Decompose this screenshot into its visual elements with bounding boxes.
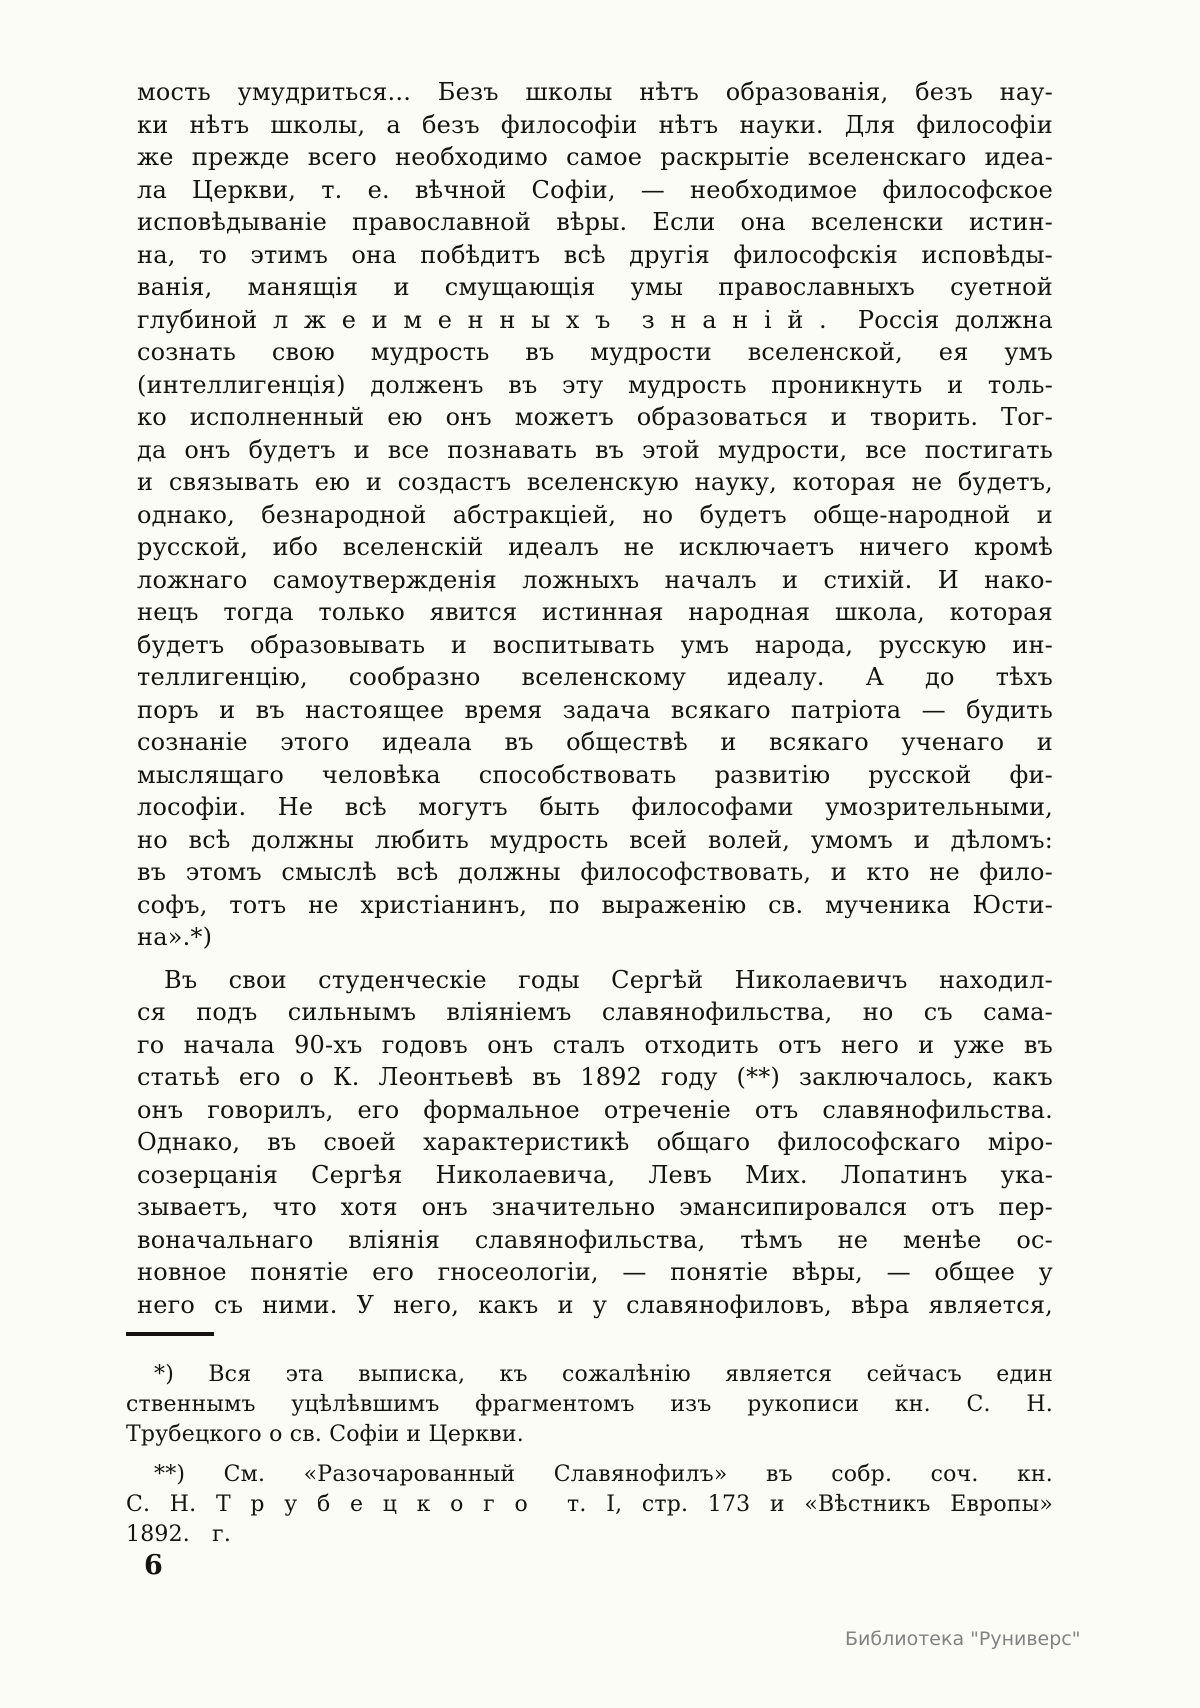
text-line: *) Вся эта выписка, къ сожалѣнію является сейчасъ един [154,1362,1053,1387]
paragraph-student-years [137,964,1053,1322]
text-line: созерцанія Сергѣя Николаевича, Левъ Мих. Лопатинъ ука- [137,1160,1053,1189]
main-text-block [137,76,1053,1321]
text-line: въ этомъ смыслѣ всѣ должны философствовать, и кто не фило- [137,858,1053,886]
text-line: ся подъ сильнымъ вліяніемъ славянофильства, но съ сама- [137,998,1053,1026]
page-number: 6 [144,1550,163,1581]
text-line: ки нѣтъ школы, а безъ философіи нѣтъ науки. Для философіи [137,110,1053,139]
text-line: нецъ тогда только явится истинная народная школа, которая [137,598,1053,626]
text-line: поръ и въ настоящее время задача всякаго патріота — будить [137,695,1053,724]
text-line: 1892. г. [126,1522,232,1547]
text-line: же прежде всего необходимо самое раскрытіе вселенскаго идеа- [137,143,1053,171]
footnote-double-asterisk [126,1460,1053,1550]
text-line: него съ ними. У него, какъ и у славянофиловъ, вѣра является, [137,1290,1053,1319]
text-line: ко исполненный ею онъ можетъ образоваться и творить. Тог- [137,403,1053,431]
text-line: го начала 90-хъ годовъ онъ сталъ отходить отъ него и уже въ [137,1030,1053,1059]
text-line: да онъ будетъ и все познавать въ этой мудрости, все постигать [137,435,1053,464]
text-line: теллигенцію, сообразно вселенскому идеалу. А до тѣхъ [137,663,1053,691]
text-line: новное понятіе его гносеологіи, — понятіе вѣры, — общее у [137,1258,1053,1286]
text-line: сознаніе этого идеала въ обществѣ и всякаго ученаго и [137,728,1053,756]
text-line: мость умудриться... Безъ школы нѣтъ образованія, безъ нау- [137,78,1053,106]
text-line: лософіи. Не всѣ могутъ быть философами умозрительными, [137,793,1053,821]
text-line: ла Церкви, т. е. вѣчной Софіи, — необходимое философское [137,175,1053,204]
library-watermark: Библиотека "Руниверс" [845,1628,1081,1650]
text-line: на, то этимъ она побѣдитъ всѣ другія философскія исповѣды- [137,240,1053,269]
text-line: софъ, тотъ не христіанинъ, по выраженію св. мученика Юсти- [137,890,1053,919]
text-line: воначальнаго вліянія славянофильства, тѣмъ не менѣе ос- [137,1225,1053,1254]
text-line: С. Н. Т р у б е ц к о г о т. I, стр. 173 и «Вѣстникъ Европы» [126,1492,1053,1517]
text-line: глубиной л ж е и м е н н ы х ъ з н а н і й . Россія должна [137,305,1053,334]
text-line: онъ говорилъ, его формальное отреченіе отъ славянофильства. [137,1095,1053,1124]
text-line: мыслящаго человѣка способствовать развитію русской фи- [137,760,1053,789]
text-line: Однако, въ своей характеристикѣ общаго философскаго міро- [137,1128,1053,1156]
text-line: но всѣ должны любить мудрость всей волей, умомъ и дѣломъ: [137,825,1053,854]
footnote-asterisk [126,1360,1053,1450]
text-line: зываетъ, что хотя онъ значительно эмансипировался отъ пер- [137,1193,1053,1221]
text-line: сознать свою мудрость въ мудрости вселенской, ея умъ [137,338,1053,366]
text-line: и связывать ею и создастъ вселенскую науку, которая не будетъ, [137,468,1053,496]
text-line: исповѣдываніе православной вѣры. Если она вселенски истин- [137,208,1053,236]
text-line: (интеллигенція) долженъ въ эту мудрость проникнуть и толь- [137,370,1053,399]
text-line: **) См. «Разочарованный Славянофилъ» въ собр. соч. кн. [154,1462,1053,1487]
text-line: ственнымъ уцѣлѣвшимъ фрагментомъ изъ рукописи кн. С. Н. [126,1392,1053,1417]
paragraph-quote-philosophy [137,76,1053,954]
text-line: будетъ образовывать и воспитывать умъ народа, русскую ин- [137,630,1053,659]
text-line: на».*) [137,923,213,951]
text-line: русской, ибо вселенскій идеалъ не исключаетъ ничего кромѣ [137,533,1053,561]
footnote-separator [126,1332,214,1336]
text-line: ванія, манящія и смущающія умы православныхъ суетной [137,273,1053,301]
text-line: статьѣ его о К. Леонтьевѣ въ 1892 году (**) заключалось, какъ [137,1063,1053,1091]
text-line: однако, безнародной абстракціей, но будетъ обще-народной и [137,500,1053,529]
text-line: ложнаго самоутвержденія ложныхъ началъ и стихій. И нако- [137,565,1053,594]
text-line: Трубецкого о св. Софіи и Церкви. [126,1422,524,1447]
footnotes-block [126,1360,1053,1550]
text-line: Въ свои студенческіе годы Сергѣй Николаевичъ находил- [164,965,1053,994]
